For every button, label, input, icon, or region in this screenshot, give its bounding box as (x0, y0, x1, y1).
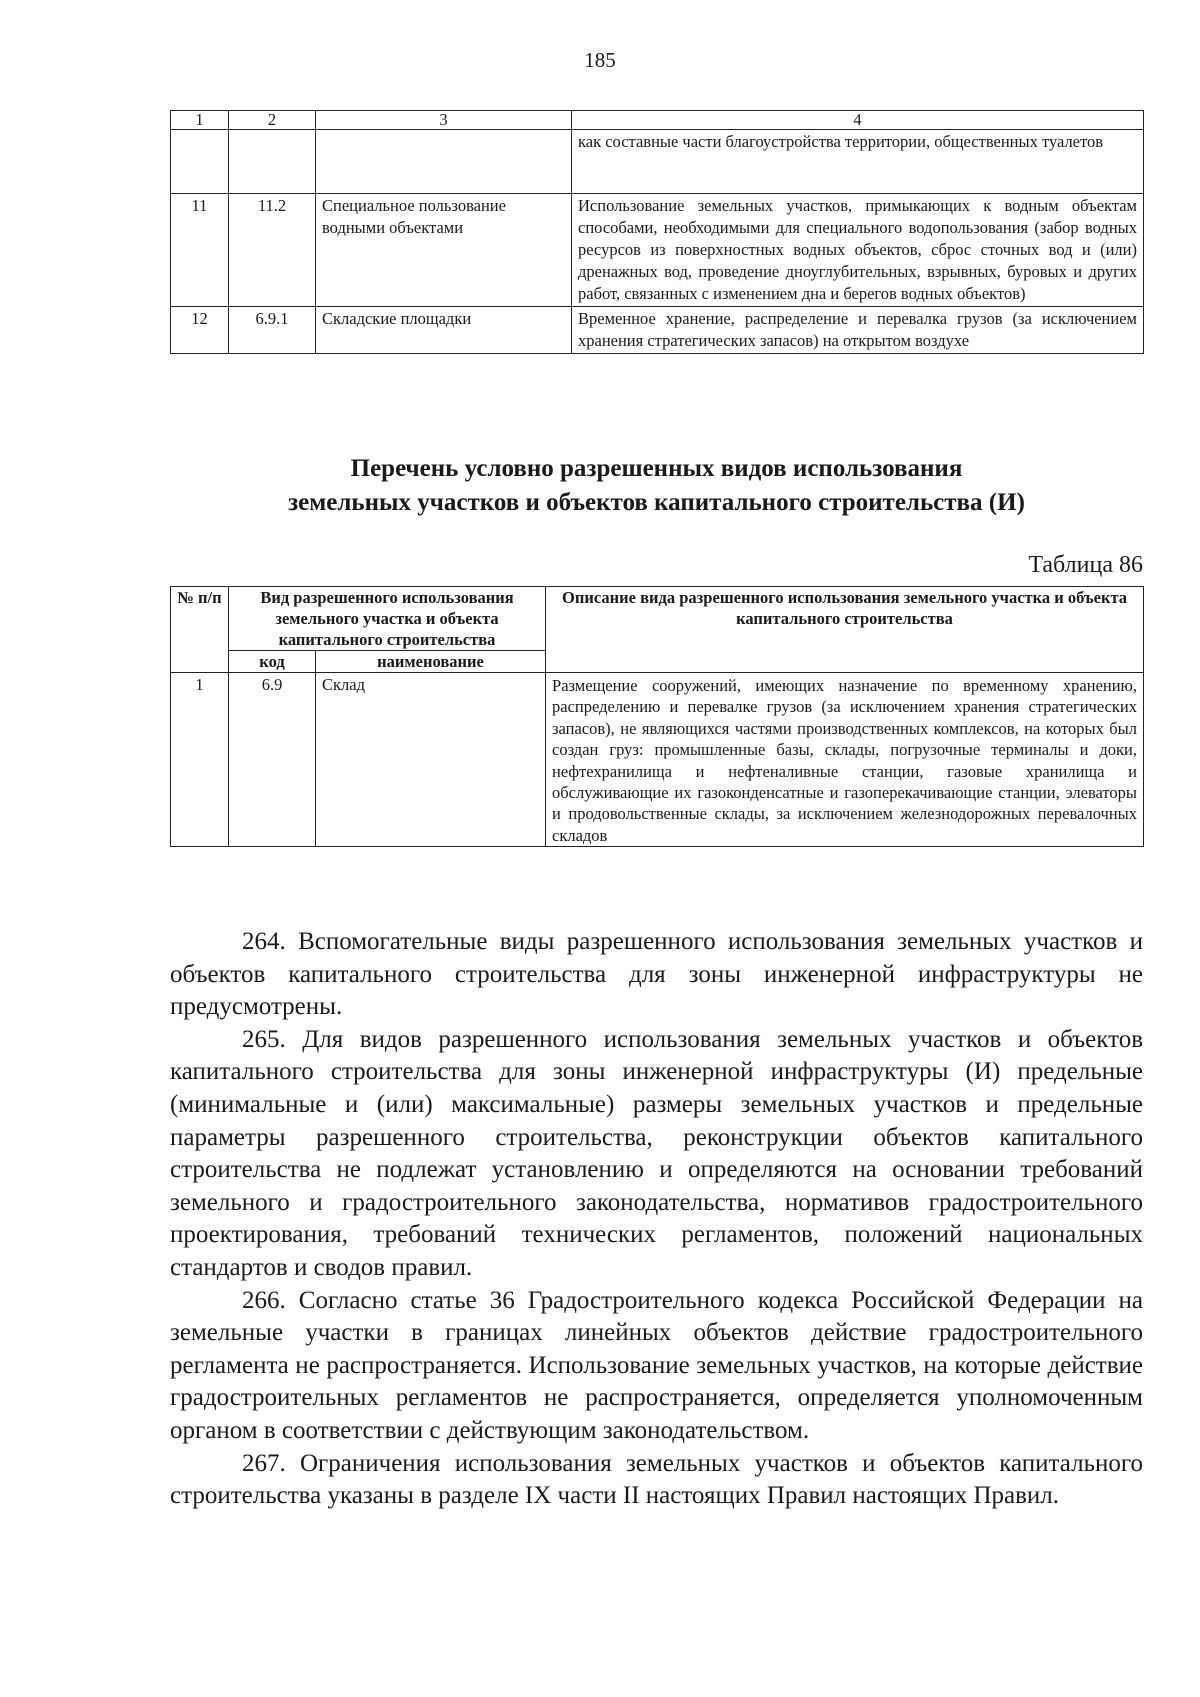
row-name: Складские площадки (316, 307, 572, 354)
table-86 (170, 586, 1144, 847)
paragraph: 265. Для видов разрешенного использования земельных участков и объектов капитального строительства для зоны инженерной инфраструктуры (И) предельные (минимальные и (или) максимальные) размеры земельных участков и предельные параметры разрешенного строительства, реконструкции объектов капитального строительства не подлежат установлению и определяются на основании требований земельного и градостроительного законодательства, нормативов градостроительного проектирования, требований технических регламентов, положений национальных стандартов и сводов правил. (170, 1025, 1143, 1281)
row-description: Временное хранение, распределение и перевалка грузов (за исключением хранения стратегических запасов) на открытом воздухе (572, 307, 1144, 354)
table-header-row (171, 587, 1144, 651)
section-heading-line: Перечень условно разрешенных видов использования (350, 455, 963, 482)
paragraph: 267. Ограничения использования земельных участков и объектов капитального строительства указаны в разделе IX части II настоящих Правил настоящих Правил. (170, 1449, 1143, 1510)
header-cell: 1 (171, 111, 229, 130)
row-name: Специальное пользование водными объектами (316, 194, 572, 307)
section-heading-line: земельных участков и объектов капитального строительства (И) (288, 489, 1025, 516)
continued-table (170, 110, 1144, 354)
row-description: Использование земельных участков, примыкающих к водным объектам способами, необходимыми для специального водопользования (забор водных ресурсов из поверхностных водных объектов, сброс сточных вод и (или) дренажных вод, проведение дноуглубительных, взрывных, буровых и других работ, связанных с изменением дна и берегов водных объектов) (572, 194, 1144, 307)
row-description: Размещение сооружений, имеющих назначение по временному хранению, распределению и перевалке грузов (за исключением хранения стратегических запасов), не являющихся частями производственных комплексов, на которых был создан груз: промышленные базы, склады, погрузочные терминалы и доки, нефтехранилища и нефтеналивные станции, газовые хранилища и обслуживающие их газоконденсатные и газоперекачивающие станции, элеваторы и продовольственные склады, за исключением железнодорожных перевалочных складов (546, 673, 1144, 847)
header-code: код (229, 651, 316, 673)
body-text (170, 926, 1143, 1513)
row-description: как составные части благоустройства территории, общественных туалетов (572, 130, 1144, 194)
table-row (171, 673, 1144, 847)
table-header-row (171, 111, 1144, 130)
table-caption: Таблица 86 (1028, 552, 1143, 578)
row-number: 12 (171, 307, 229, 354)
page-number: 185 (584, 48, 616, 72)
paragraph: 264. Вспомогательные виды разрешенного использования земельных участков и объектов капитального строительства для зоны инженерной инфраструктуры не предусмотрены. (170, 928, 1143, 1021)
header-cell: 2 (229, 111, 316, 130)
row-name: Склад (316, 673, 546, 847)
section-heading (170, 452, 1143, 520)
header-cell: 3 (316, 111, 572, 130)
paragraph: 266. Согласно статье 36 Градостроительного кодекса Российской Федерации на земельные участки в границах линейных объектов действие градостроительного регламента не распространяется. Использование земельных участков, на которые действие градостроительных регламентов не распространяется, определяется уполномоченным органом в соответствии с действующим законодательством. (170, 1286, 1143, 1444)
row-name (316, 130, 572, 194)
row-number: 1 (171, 673, 229, 847)
row-number: 11 (171, 194, 229, 307)
row-code: 6.9 (229, 673, 316, 847)
header-description: Описание вида разрешенного использования земельного участка и объекта капитального строительства (546, 587, 1144, 673)
table-row (171, 130, 1144, 194)
header-name: наименование (316, 651, 546, 673)
row-code: 11.2 (229, 194, 316, 307)
row-code (229, 130, 316, 194)
header-cell: 4 (572, 111, 1144, 130)
row-code: 6.9.1 (229, 307, 316, 354)
table-row (171, 194, 1144, 307)
header-use-type: Вид разрешенного использования земельного участка и объекта капитального строительства (229, 587, 546, 651)
table-row (171, 307, 1144, 354)
row-number (171, 130, 229, 194)
header-number: № п/п (171, 587, 229, 673)
